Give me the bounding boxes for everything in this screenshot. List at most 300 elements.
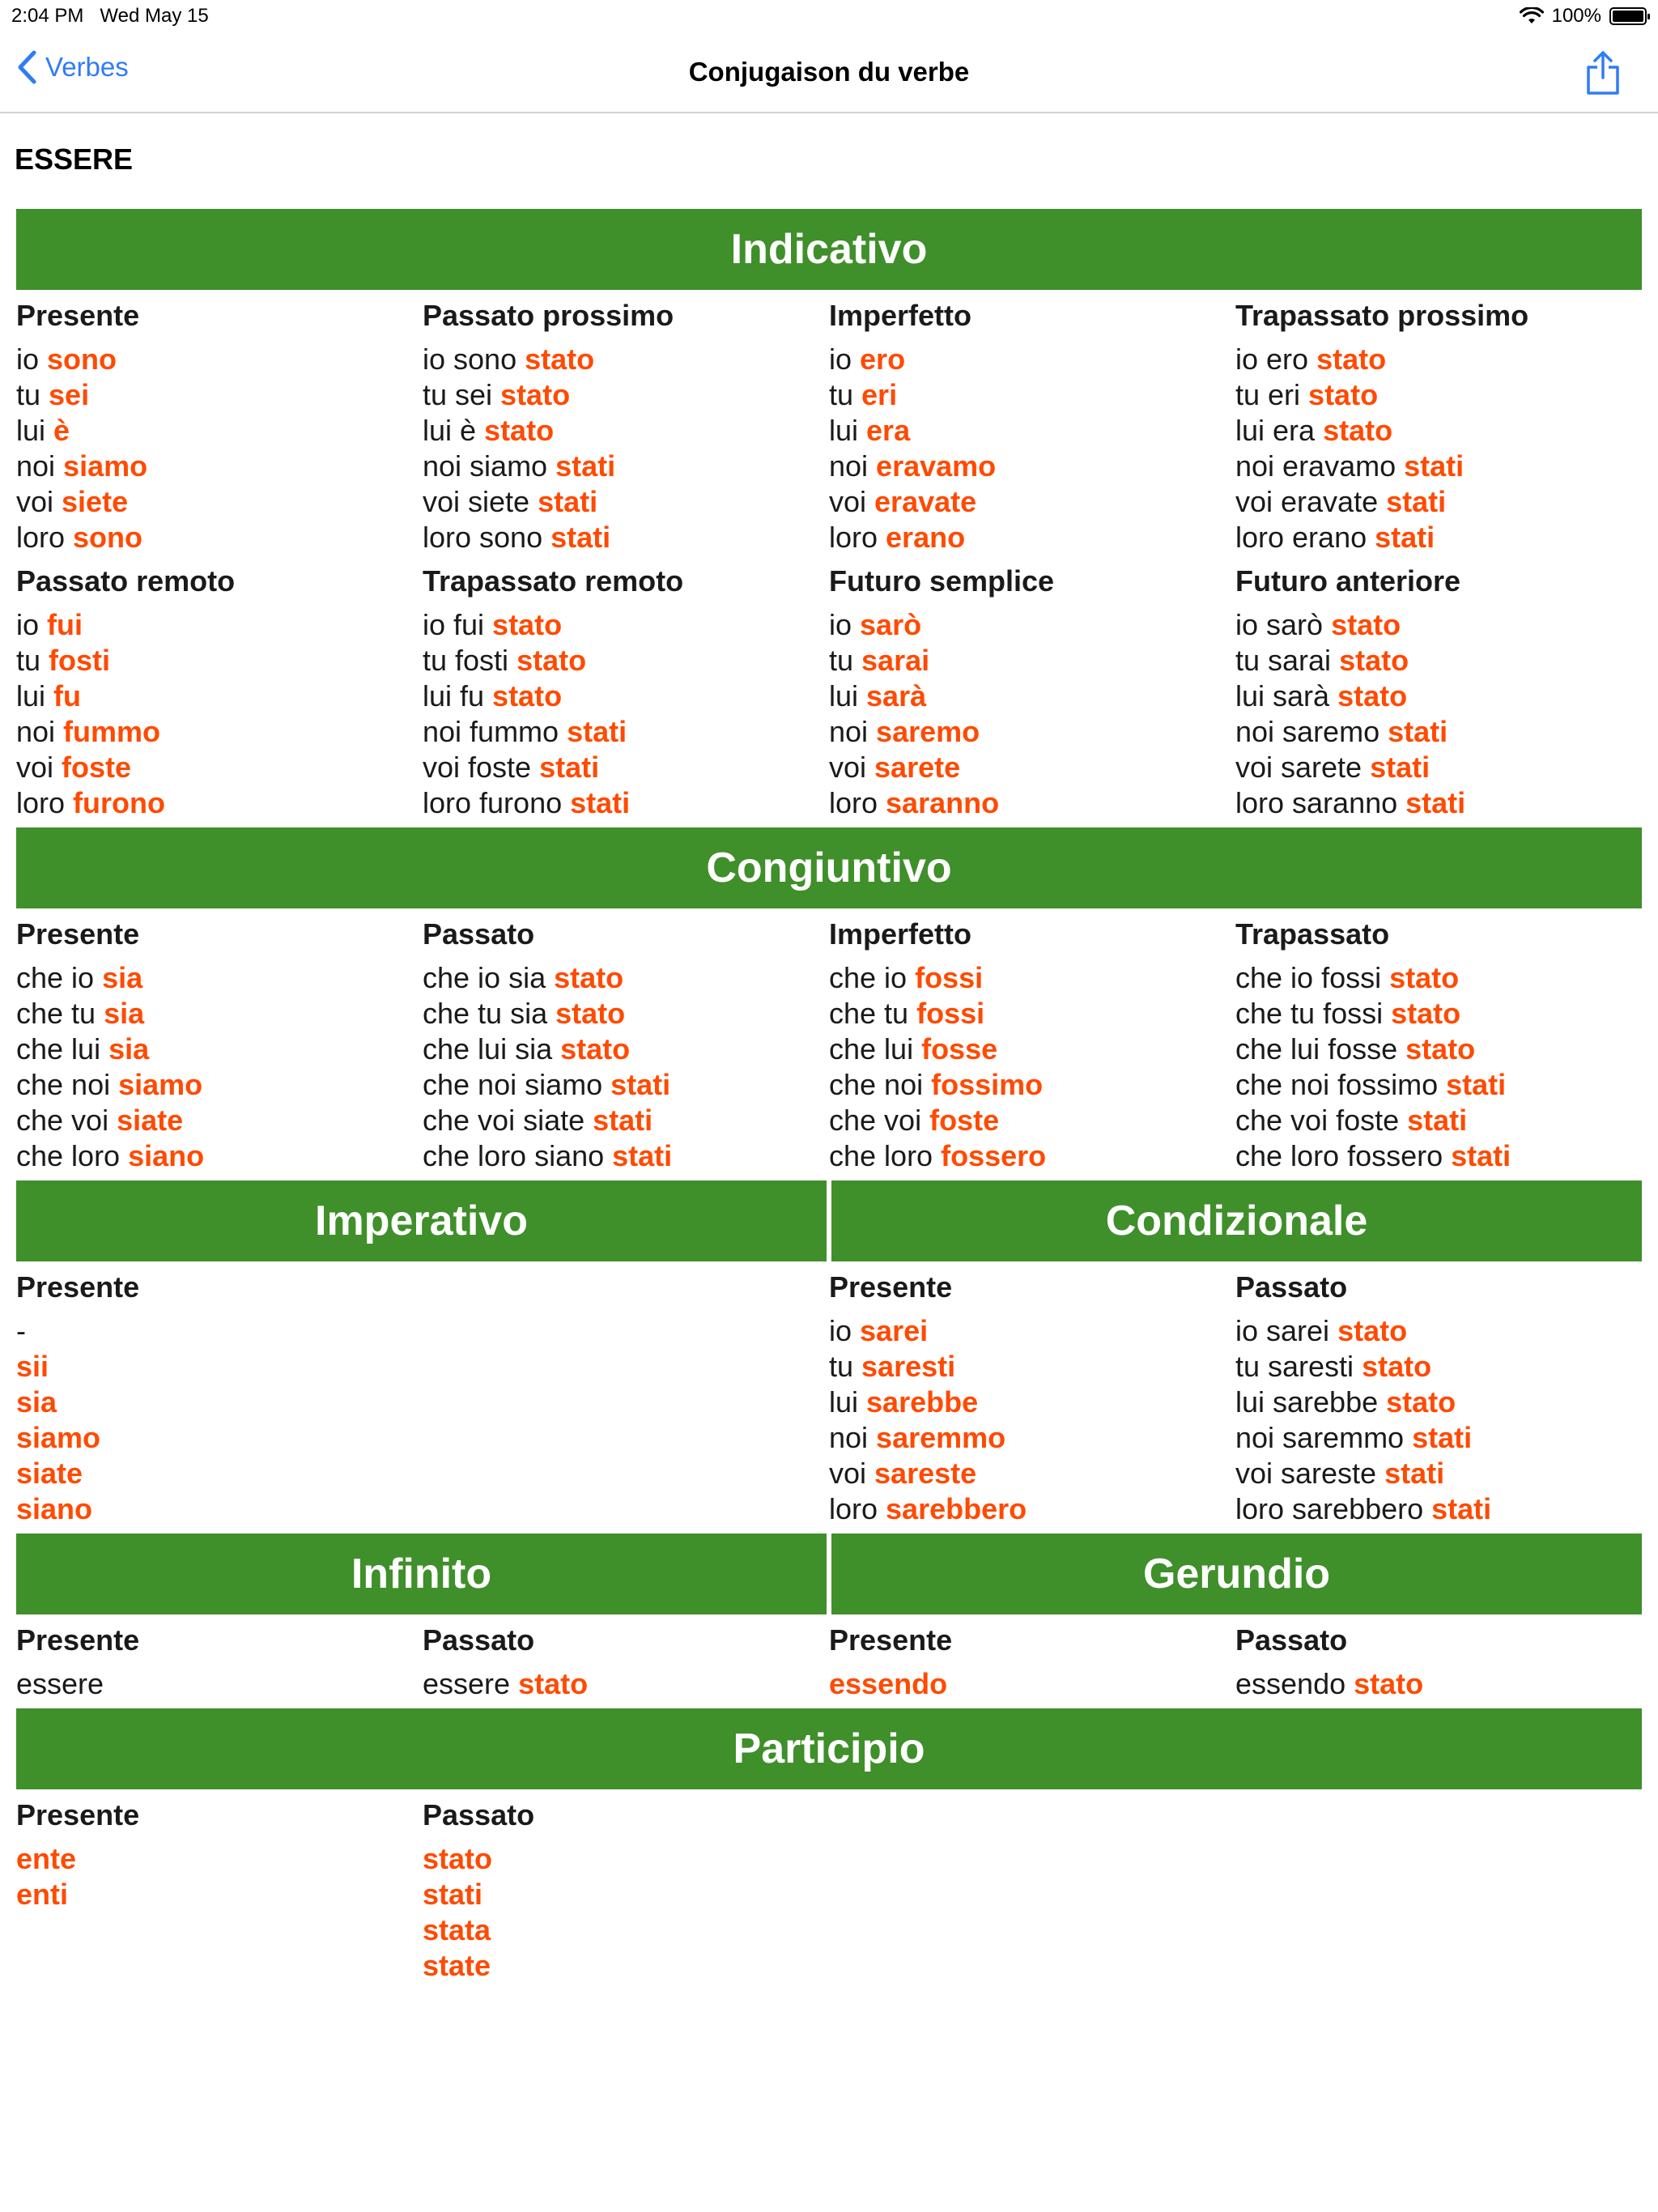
conjugation-line — [829, 785, 1235, 821]
conjugation-ending: stato — [560, 1032, 631, 1066]
conjugation-prefix: che loro siano — [423, 1139, 613, 1172]
conjugation-prefix: loro — [829, 1492, 886, 1525]
conjugation-ending: stato — [1354, 1667, 1424, 1700]
tense-block — [423, 555, 829, 821]
conjugation-ending: stati — [1370, 751, 1431, 784]
tense-block — [1235, 555, 1642, 821]
tense-block — [1235, 1614, 1642, 1702]
conjugation-ending: stati — [593, 1104, 653, 1137]
conjugation-line — [16, 1313, 423, 1349]
conjugation-ending: sarai — [861, 644, 930, 677]
conjugation-ending: siano — [128, 1139, 205, 1172]
conjugation-ending: stato — [1391, 997, 1461, 1030]
conjugation-prefix: che tu sia — [423, 997, 556, 1030]
conjugation-ending: stati — [1386, 485, 1447, 518]
conjugation-prefix: tu fosti — [423, 644, 517, 677]
conjugation-line — [423, 1841, 829, 1877]
conjugation-prefix: che lui fosse — [1235, 1032, 1406, 1066]
tense-name: Passato — [423, 1623, 535, 1657]
conjugation-line — [1235, 996, 1642, 1032]
tense-row — [16, 1261, 1642, 1527]
conjugation-ending: siamo — [118, 1068, 203, 1101]
tense-block — [16, 1614, 423, 1702]
conjugation-prefix: lui sarebbe — [1235, 1385, 1387, 1419]
page-title: Conjugaison du verbe — [688, 57, 970, 87]
tense-name: Passato — [423, 917, 535, 951]
conjugation-line — [829, 342, 1235, 377]
conjugation-line — [1235, 1032, 1642, 1067]
conjugation-line — [423, 750, 829, 785]
mood-section — [16, 827, 1642, 1180]
conjugation-line — [1235, 1349, 1642, 1385]
conjugation-line — [829, 1032, 1235, 1067]
conjugation-line — [16, 1138, 423, 1174]
conjugation-ending: sia — [108, 1032, 150, 1066]
mood-banner: Imperativo — [16, 1180, 827, 1261]
tense-column — [829, 1614, 1235, 1702]
conjugation-prefix: loro erano — [1235, 521, 1375, 554]
conjugation-line — [423, 1948, 829, 1984]
conjugation-ending: siamo — [16, 1421, 101, 1454]
conjugation-prefix: noi — [829, 449, 877, 483]
conjugation-prefix: voi siete — [423, 485, 538, 518]
conjugation-ending: stato — [517, 644, 587, 677]
tense-name: Presente — [16, 1798, 140, 1831]
tense-block — [1235, 908, 1642, 1174]
conjugation-ending: fosti — [49, 644, 111, 677]
conjugation-line — [1235, 377, 1642, 413]
tense-row — [16, 908, 1642, 1174]
conjugation-line — [16, 484, 423, 520]
conjugation-ending: stato — [1386, 1385, 1456, 1419]
conjugation-line — [16, 678, 423, 714]
tense-column — [1235, 290, 1642, 555]
conjugation-line — [1235, 1067, 1642, 1103]
conjugation-line — [16, 1420, 423, 1456]
tense-name: Passato remoto — [16, 564, 236, 598]
tense-column — [423, 1789, 829, 1984]
conjugation-ending: stati — [610, 1068, 671, 1101]
conjugation-prefix: tu — [829, 644, 862, 677]
status-bar — [0, 0, 1658, 32]
conjugation-line — [1235, 678, 1642, 714]
conjugation-prefix: lui — [16, 679, 54, 713]
share-button[interactable] — [1585, 50, 1621, 100]
conjugation-prefix: noi — [829, 715, 877, 748]
conjugation-ending: stato — [518, 1667, 589, 1700]
conjugation-prefix: tu — [16, 644, 49, 677]
conjugation-line — [1235, 750, 1642, 785]
tense-column — [16, 1614, 423, 1702]
conjugation-line — [829, 1313, 1235, 1349]
conjugation-prefix: - — [16, 1314, 26, 1347]
conjugation-line — [1235, 1103, 1642, 1138]
conjugation-ending: sarebbero — [886, 1492, 1027, 1525]
conjugation-prefix: tu — [829, 378, 862, 411]
empty-column — [423, 1261, 829, 1527]
verb-title: ESSERE — [15, 143, 134, 176]
conjugation-prefix: tu eri — [1235, 378, 1309, 411]
tense-column — [16, 1261, 423, 1527]
conjugation-prefix: che tu — [829, 997, 917, 1030]
conjugation-prefix: che lui — [829, 1032, 922, 1066]
tense-block — [829, 290, 1235, 555]
tense-name: Passato prossimo — [423, 299, 674, 332]
conjugation-ending: fossimo — [931, 1068, 1044, 1101]
conjugation-prefix: io — [829, 342, 861, 376]
navigation-bar — [0, 32, 1658, 113]
conjugation-ending: sia — [104, 997, 145, 1030]
conjugation-line — [16, 1067, 423, 1103]
conjugation-line — [423, 960, 829, 996]
conjugation-ending: sarebbe — [866, 1385, 979, 1419]
conjugation-prefix: loro saranno — [1235, 786, 1406, 819]
conjugation-ending: stati — [1407, 1104, 1468, 1137]
mood-banner-row — [16, 1534, 1642, 1614]
conjugation-prefix: tu saresti — [1235, 1350, 1363, 1383]
conjugation-line — [1235, 607, 1642, 643]
conjugation-prefix: loro sono — [423, 521, 551, 554]
share-icon — [1585, 50, 1621, 96]
conjugation-prefix: loro sarebbero — [1235, 1492, 1432, 1525]
conjugation-prefix: lui — [16, 414, 54, 447]
conjugation-ending: stati — [555, 449, 616, 483]
tense-name: Presente — [16, 1623, 140, 1657]
conjugation-ending: era — [866, 414, 911, 447]
conjugation-prefix: loro — [16, 786, 74, 819]
conjugation-prefix: che noi fossimo — [1235, 1068, 1447, 1101]
tense-column — [423, 290, 829, 555]
status-time-date — [11, 5, 209, 28]
conjugation-ending: state — [423, 1949, 491, 1982]
conjugation-line — [16, 1103, 423, 1138]
tense-name: Presente — [16, 299, 140, 332]
tense-column — [829, 908, 1235, 1174]
tense-name: Passato — [1235, 1270, 1348, 1304]
tense-column — [829, 555, 1235, 821]
tense-block — [423, 908, 829, 1174]
conjugation-prefix: che voi — [16, 1104, 117, 1137]
conjugation-line — [423, 785, 829, 821]
conjugation-prefix: noi fummo — [423, 715, 568, 748]
conjugation-line — [1235, 520, 1642, 555]
mood-banner-row — [16, 1708, 1642, 1789]
conjugation-ending: sii — [16, 1350, 49, 1383]
conjugation-ending: siate — [117, 1104, 184, 1137]
conjugation-line — [829, 449, 1235, 484]
mood-banner-row — [16, 827, 1642, 908]
tense-name: Passato — [423, 1798, 535, 1831]
conjugation-line — [1235, 1491, 1642, 1527]
conjugation-line — [1235, 413, 1642, 449]
conjugation-ending: stati — [423, 1878, 483, 1911]
conjugation-prefix: io sarò — [1235, 608, 1332, 641]
conjugation-ending: essendo — [829, 1667, 948, 1700]
conjugation-prefix: voi — [829, 485, 875, 518]
conjugation-ending: fu — [53, 679, 82, 713]
conjugation-line — [829, 1666, 1235, 1702]
mood-banner: Infinito — [16, 1534, 827, 1614]
conjugation-prefix: che voi — [829, 1104, 930, 1137]
conjugation-line — [16, 1385, 423, 1420]
tense-name: Futuro semplice — [829, 564, 1055, 598]
conjugation-line — [423, 1912, 829, 1948]
conjugation-ending: eravamo — [876, 449, 997, 483]
conjugation-prefix: voi — [16, 485, 62, 518]
conjugation-ending: stato — [1323, 414, 1393, 447]
tense-column — [16, 555, 423, 821]
conjugation-ending: saremo — [876, 715, 980, 748]
tense-row — [16, 555, 1642, 821]
conjugation-prefix: che noi — [829, 1068, 932, 1101]
conjugation-ending: stato — [1339, 644, 1409, 677]
conjugation-prefix: tu — [829, 1350, 862, 1383]
conjugation-prefix: che io fossi — [1235, 961, 1390, 994]
conjugation-ending: sarei — [860, 1314, 929, 1347]
conjugation-prefix: essere — [423, 1667, 519, 1700]
conjugation-line — [829, 484, 1235, 520]
tense-name: Trapassato prossimo — [1235, 299, 1529, 332]
conjugation-ending: stato — [1316, 342, 1387, 376]
conjugation-line — [16, 785, 423, 821]
conjugation-line — [16, 1349, 423, 1385]
conjugation-ending: stato — [1337, 679, 1408, 713]
conjugation-ending: stato — [1331, 608, 1401, 641]
conjugation-ending: foste — [929, 1104, 1000, 1137]
conjugation-line — [16, 996, 423, 1032]
conjugation-ending: ero — [860, 342, 906, 376]
conjugation-ending: fummo — [63, 715, 161, 748]
conjugation-line — [829, 1138, 1235, 1174]
conjugation-ending: stato — [492, 608, 563, 641]
conjugation-line — [1235, 960, 1642, 996]
conjugation-prefix: io — [829, 1314, 861, 1347]
conjugation-ending: fossi — [915, 961, 984, 994]
tense-column — [423, 1614, 829, 1702]
conjugation-ending: stato — [555, 997, 626, 1030]
conjugation-ending: stato — [1405, 1032, 1476, 1066]
tense-column — [1235, 1261, 1642, 1527]
conjugation-line — [16, 1032, 423, 1067]
conjugation-prefix: lui — [829, 679, 867, 713]
tense-column — [16, 1789, 423, 1984]
tense-name: Imperfetto — [829, 917, 972, 951]
tense-block — [423, 1789, 829, 1984]
conjugation-prefix: che loro — [16, 1139, 129, 1172]
conjugation-line — [1235, 785, 1642, 821]
conjugation-prefix: che loro — [829, 1139, 942, 1172]
conjugation-line — [423, 714, 829, 750]
tense-column — [1235, 1614, 1642, 1702]
conjugation-ending: stato — [554, 961, 624, 994]
conjugation-line — [829, 1385, 1235, 1420]
conjugation-line — [16, 643, 423, 678]
conjugation-line — [829, 714, 1235, 750]
conjugation-ending: saranno — [886, 786, 1000, 819]
conjugation-line — [1235, 449, 1642, 484]
conjugation-prefix: loro — [829, 521, 886, 554]
conjugation-ending: sia — [16, 1385, 57, 1419]
conjugation-line — [1235, 1385, 1642, 1420]
conjugation-ending: stati — [1404, 449, 1465, 483]
tense-block — [1235, 1261, 1642, 1527]
conjugation-prefix: tu sarai — [1235, 644, 1340, 677]
tense-name: Presente — [16, 917, 140, 951]
conjugation-prefix: noi siamo — [423, 449, 556, 483]
conjugation-prefix: noi — [16, 715, 64, 748]
conjugation-line — [829, 1103, 1235, 1138]
conjugation-prefix: voi — [829, 751, 875, 784]
conjugation-prefix: che tu — [16, 997, 104, 1030]
conjugation-ending: stato — [492, 679, 563, 713]
conjugation-line — [829, 520, 1235, 555]
mood-banner: Condizionale — [831, 1180, 1642, 1261]
conjugation-prefix: noi eravamo — [1235, 449, 1405, 483]
conjugation-ending: stati — [538, 485, 598, 518]
conjugation-prefix: io sarei — [1235, 1314, 1338, 1347]
conjugation-ending: sarete — [874, 751, 961, 784]
conjugation-line — [16, 413, 423, 449]
conjugation-prefix: lui sarà — [1235, 679, 1338, 713]
tense-block — [16, 555, 423, 821]
conjugation-ending: furono — [73, 786, 165, 819]
conjugation-prefix: io — [16, 608, 48, 641]
conjugation-line — [16, 520, 423, 555]
conjugation-ending: stati — [567, 715, 627, 748]
tense-row — [16, 1614, 1642, 1702]
conjugation-ending: stati — [1412, 1421, 1473, 1454]
conjugation-line — [829, 643, 1235, 678]
tense-name: Imperfetto — [829, 299, 972, 332]
wifi-icon — [1520, 7, 1544, 25]
tense-column — [1235, 555, 1642, 821]
conjugation-ending: fosse — [921, 1032, 998, 1066]
conjugation-ending: sono — [73, 521, 143, 554]
conjugation-line — [829, 678, 1235, 714]
conjugation-prefix: che lui — [16, 1032, 109, 1066]
tense-name: Trapassato — [1235, 917, 1390, 951]
conjugation-ending: fui — [47, 608, 83, 641]
conjugation-prefix: io fui — [423, 608, 493, 641]
conjugation-prefix: che tu fossi — [1235, 997, 1392, 1030]
conjugation-prefix: noi — [829, 1421, 877, 1454]
conjugation-line — [1235, 714, 1642, 750]
mood-section — [16, 209, 1642, 827]
back-button-label: Verbes — [45, 52, 129, 82]
tense-block — [829, 1614, 1235, 1702]
conjugation-line — [829, 607, 1235, 643]
conjugation-line — [1235, 1138, 1642, 1174]
tense-column — [423, 555, 829, 821]
conjugation-prefix: lui era — [1235, 414, 1324, 447]
tense-name: Presente — [829, 1623, 953, 1657]
conjugation-prefix: noi saremo — [1235, 715, 1388, 748]
conjugation-prefix: lui — [829, 414, 867, 447]
conjugation-prefix: io — [16, 342, 48, 376]
conjugation-line — [16, 750, 423, 785]
conjugation-prefix: voi — [829, 1457, 875, 1490]
conjugation-prefix: voi foste — [423, 751, 540, 784]
conjugation-line — [423, 1103, 829, 1138]
conjugation-line — [423, 520, 829, 555]
conjugation-ending: stato — [1362, 1350, 1432, 1383]
conjugation-line — [829, 1491, 1235, 1527]
tense-name: Presente — [16, 1270, 140, 1304]
conjugation-ending: stata — [423, 1913, 491, 1946]
conjugation-line — [1235, 484, 1642, 520]
conjugation-line — [16, 1666, 423, 1702]
conjugation-prefix: che voi foste — [1235, 1104, 1408, 1137]
conjugation-line — [829, 377, 1235, 413]
conjugation-prefix: lui è — [423, 414, 485, 447]
conjugation-line — [16, 1491, 423, 1527]
tense-column — [829, 290, 1235, 555]
battery-icon — [1609, 7, 1647, 25]
conjugation-line — [16, 1877, 423, 1912]
conjugation-line — [1235, 342, 1642, 377]
tense-block — [16, 1261, 423, 1527]
conjugation-ending: eri — [861, 378, 898, 411]
conjugation-ending: sarò — [860, 608, 922, 641]
mood-banner: Congiuntivo — [16, 827, 1642, 908]
conjugation-line — [423, 643, 829, 678]
conjugation-line — [829, 1420, 1235, 1456]
conjugation-ending: stati — [1375, 521, 1435, 554]
conjugation-ending: siano — [16, 1492, 93, 1525]
conjugation-prefix: che io — [16, 961, 103, 994]
tense-column — [16, 290, 423, 555]
tense-block — [1235, 290, 1642, 555]
conjugation-prefix: loro — [16, 521, 74, 554]
mood-banner: Indicativo — [16, 209, 1642, 290]
conjugation-ending: stati — [1451, 1139, 1511, 1172]
conjugation-ending: enti — [16, 1878, 69, 1911]
conjugation-line — [423, 377, 829, 413]
conjugation-line — [1235, 1456, 1642, 1491]
conjugation-line — [829, 413, 1235, 449]
tense-block — [16, 1789, 423, 1912]
conjugation-prefix: voi sarete — [1235, 751, 1371, 784]
conjugation-line — [423, 1666, 829, 1702]
conjugation-prefix: voi eravate — [1235, 485, 1387, 518]
conjugation-line — [829, 1067, 1235, 1103]
empty-column — [1235, 1789, 1642, 1984]
conjugation-line — [423, 449, 829, 484]
conjugation-ending: ente — [16, 1842, 77, 1875]
conjugation-prefix: tu — [16, 378, 49, 411]
conjugation-prefix: noi saremmo — [1235, 1421, 1413, 1454]
mood-section — [16, 1534, 1642, 1708]
conjugation-line — [423, 996, 829, 1032]
conjugation-prefix: loro furono — [423, 786, 571, 819]
conjugation-ending: stato — [1389, 961, 1460, 994]
tense-row — [16, 290, 1642, 555]
conjugation-prefix: che io sia — [423, 961, 555, 994]
conjugation-line — [16, 1456, 423, 1491]
conjugation-ending: sono — [47, 342, 117, 376]
conjugation-ending: sei — [49, 378, 90, 411]
conjugation-line — [829, 750, 1235, 785]
conjugation-table — [16, 209, 1642, 1990]
conjugation-line — [423, 1138, 829, 1174]
conjugation-line — [423, 1032, 829, 1067]
tense-name: Trapassato remoto — [423, 564, 684, 598]
tense-block — [423, 1614, 829, 1702]
conjugation-ending: stato — [500, 378, 571, 411]
conjugation-ending: siete — [62, 485, 129, 518]
conjugation-ending: stati — [1446, 1068, 1507, 1101]
conjugation-line — [1235, 643, 1642, 678]
